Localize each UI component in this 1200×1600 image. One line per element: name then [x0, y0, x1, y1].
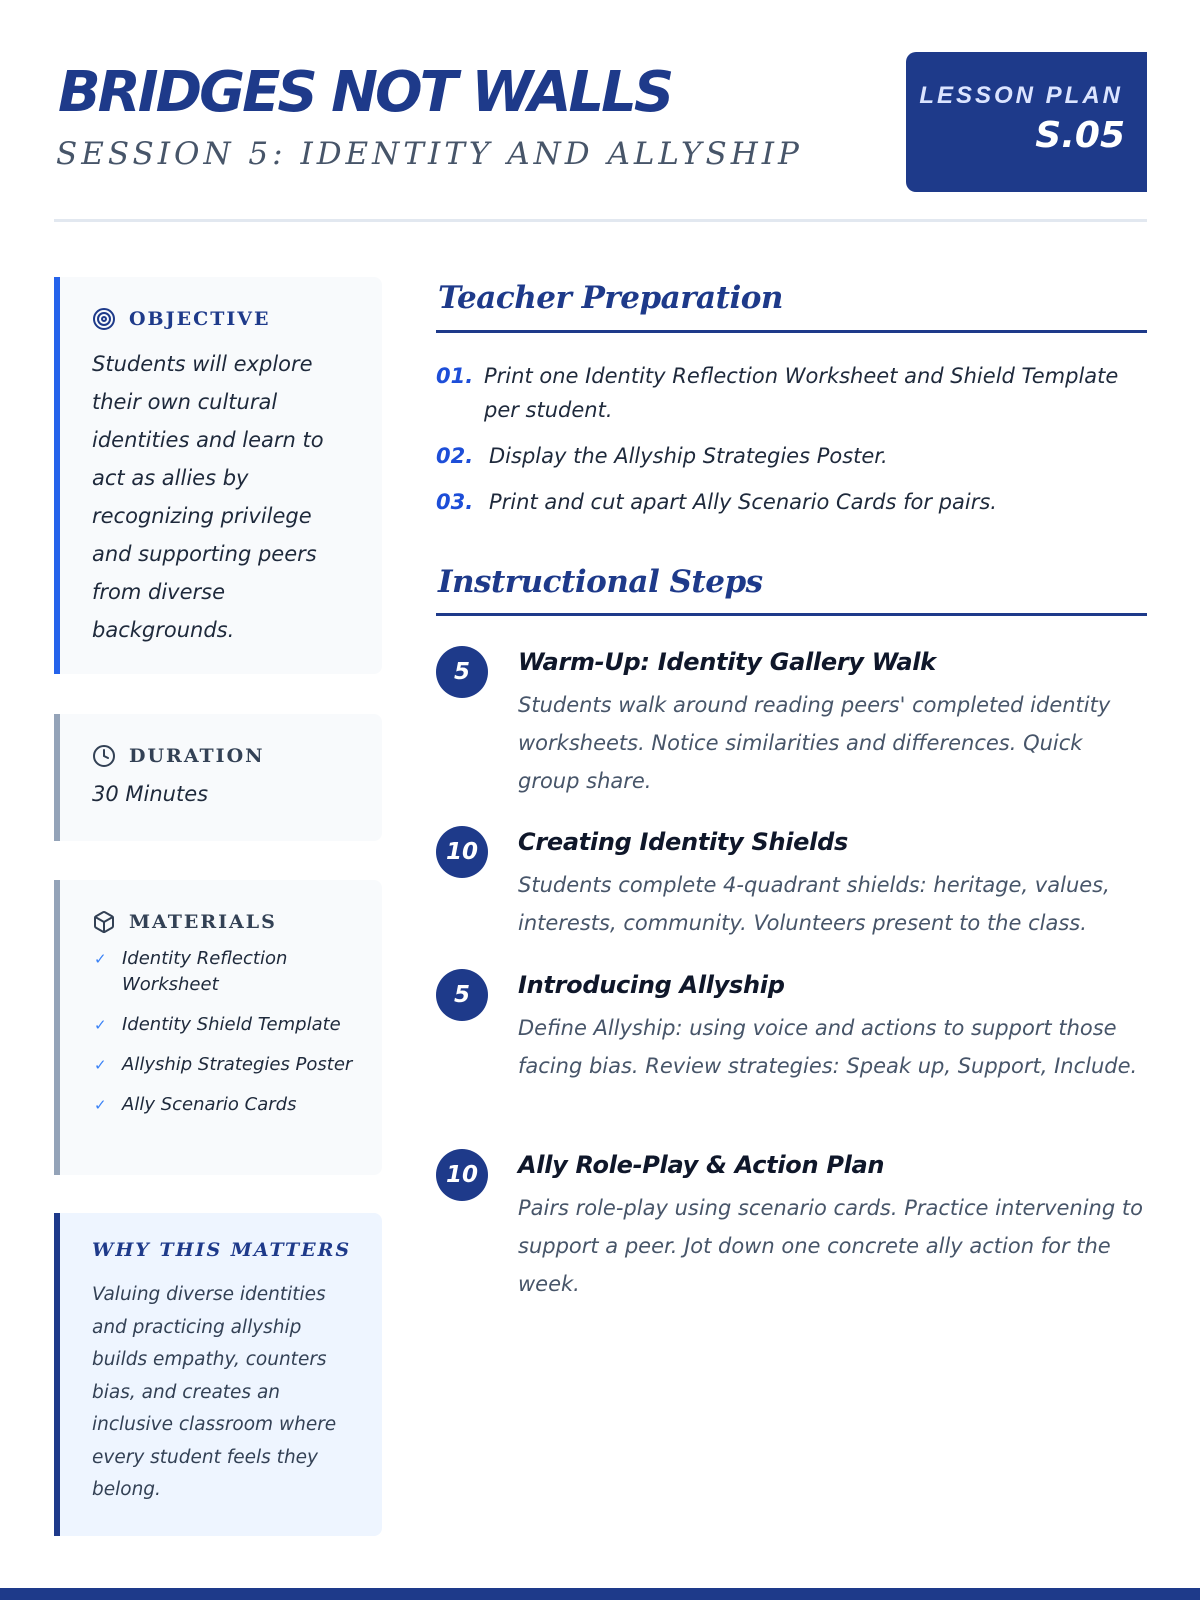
page-header: [54, 52, 1147, 222]
header-divider: [54, 219, 1147, 222]
preparation-list: [436, 359, 1147, 531]
prep-item: [436, 485, 1147, 519]
check-icon: ✓: [94, 1056, 107, 1074]
prep-item-text: Print and cut apart Ally Scenario Cards for pairs.: [489, 490, 997, 514]
prep-item-text: Print one Identity Reflection Worksheet and Shield Template per student.: [484, 364, 1119, 422]
step-description: Students walk around reading peers' completed identity worksheets. Notice similarities and differences. Quick group share.: [518, 693, 1111, 793]
step-description: Define Allyship: using voice and actions to support those facing bias. Review strategies: Speak up, Support, Include.: [518, 1016, 1138, 1078]
check-icon: ✓: [94, 1016, 107, 1034]
why-text: Valuing diverse identities and practicing allyship builds empathy, counters bias, and creates an inclusive classroom where every student feels they belong.: [92, 1284, 337, 1500]
material-item-label: Allyship Strategies Poster: [122, 1054, 353, 1075]
duration-label: DURATION: [129, 745, 265, 767]
step-minutes-badge: 10: [436, 1149, 488, 1201]
preparation-divider: [436, 330, 1147, 333]
objective-header: [92, 307, 270, 331]
step-minutes-badge: 5: [436, 646, 488, 698]
duration-card: [54, 714, 382, 841]
lesson-plan-badge: [906, 52, 1147, 192]
page-subtitle: SESSION 5: IDENTITY AND ALLYSHIP: [56, 136, 803, 172]
preparation-title: Teacher Preparation: [438, 280, 783, 316]
duration-value: 30 Minutes: [92, 782, 209, 806]
instruction-title: Instructional Steps: [438, 564, 763, 600]
materials-header: [92, 910, 277, 934]
prep-item-number: 02.: [436, 444, 474, 468]
check-icon: ✓: [94, 1096, 107, 1114]
footer-bar: [0, 1588, 1200, 1600]
step-minutes-badge: 10: [436, 826, 488, 878]
clock-icon: [92, 744, 116, 768]
objective-card: [54, 277, 382, 674]
why-this-matters-card: [54, 1213, 382, 1536]
step-title: Ally Role-Play & Action Plan: [518, 1151, 885, 1179]
material-item-label: Ally Scenario Cards: [122, 1094, 297, 1115]
prep-item-number: 01.: [436, 364, 474, 388]
instruction-divider: [436, 613, 1147, 616]
check-icon: ✓: [94, 950, 107, 968]
material-item: [94, 1092, 364, 1118]
page-title: BRIDGES NOT WALLS: [58, 60, 672, 125]
materials-label: MATERIALS: [129, 911, 277, 933]
step-description: Students complete 4-quadrant shields: heritage, values, interests, community. Volunteers present to the class.: [518, 873, 1110, 935]
materials-list: [94, 946, 364, 1132]
badge-label: LESSON PLAN: [919, 82, 1123, 109]
material-item: [94, 1052, 364, 1078]
prep-item: [436, 359, 1147, 427]
step-title: Warm-Up: Identity Gallery Walk: [518, 648, 936, 676]
step-title: Creating Identity Shields: [518, 828, 848, 856]
objective-label: OBJECTIVE: [129, 308, 271, 330]
step-title: Introducing Allyship: [518, 971, 785, 999]
material-item: [94, 1012, 364, 1038]
material-item-label: Identity Shield Template: [122, 1014, 341, 1035]
box-icon: [92, 910, 116, 934]
objective-text: Students will explore their own cultural identities and learn to act as allies by recognizing privilege and supporting peers from diverse backgrounds.: [92, 352, 324, 642]
why-title: WHY THIS MATTERS: [92, 1239, 352, 1261]
step-minutes-badge: 5: [436, 969, 488, 1021]
materials-card: [54, 880, 382, 1175]
step-description: Pairs role-play using scenario cards. Practice intervening to support a peer. Jot down one concrete ally action for the week.: [518, 1196, 1143, 1296]
badge-code: S.05: [1035, 115, 1125, 156]
prep-item-text: Display the Allyship Strategies Poster.: [489, 444, 888, 468]
prep-item-number: 03.: [436, 490, 474, 514]
material-item-label: Identity Reflection Worksheet: [122, 948, 288, 995]
prep-item: [436, 439, 1147, 473]
material-item: [94, 946, 364, 998]
target-icon: [92, 307, 116, 331]
duration-header: [92, 744, 264, 768]
